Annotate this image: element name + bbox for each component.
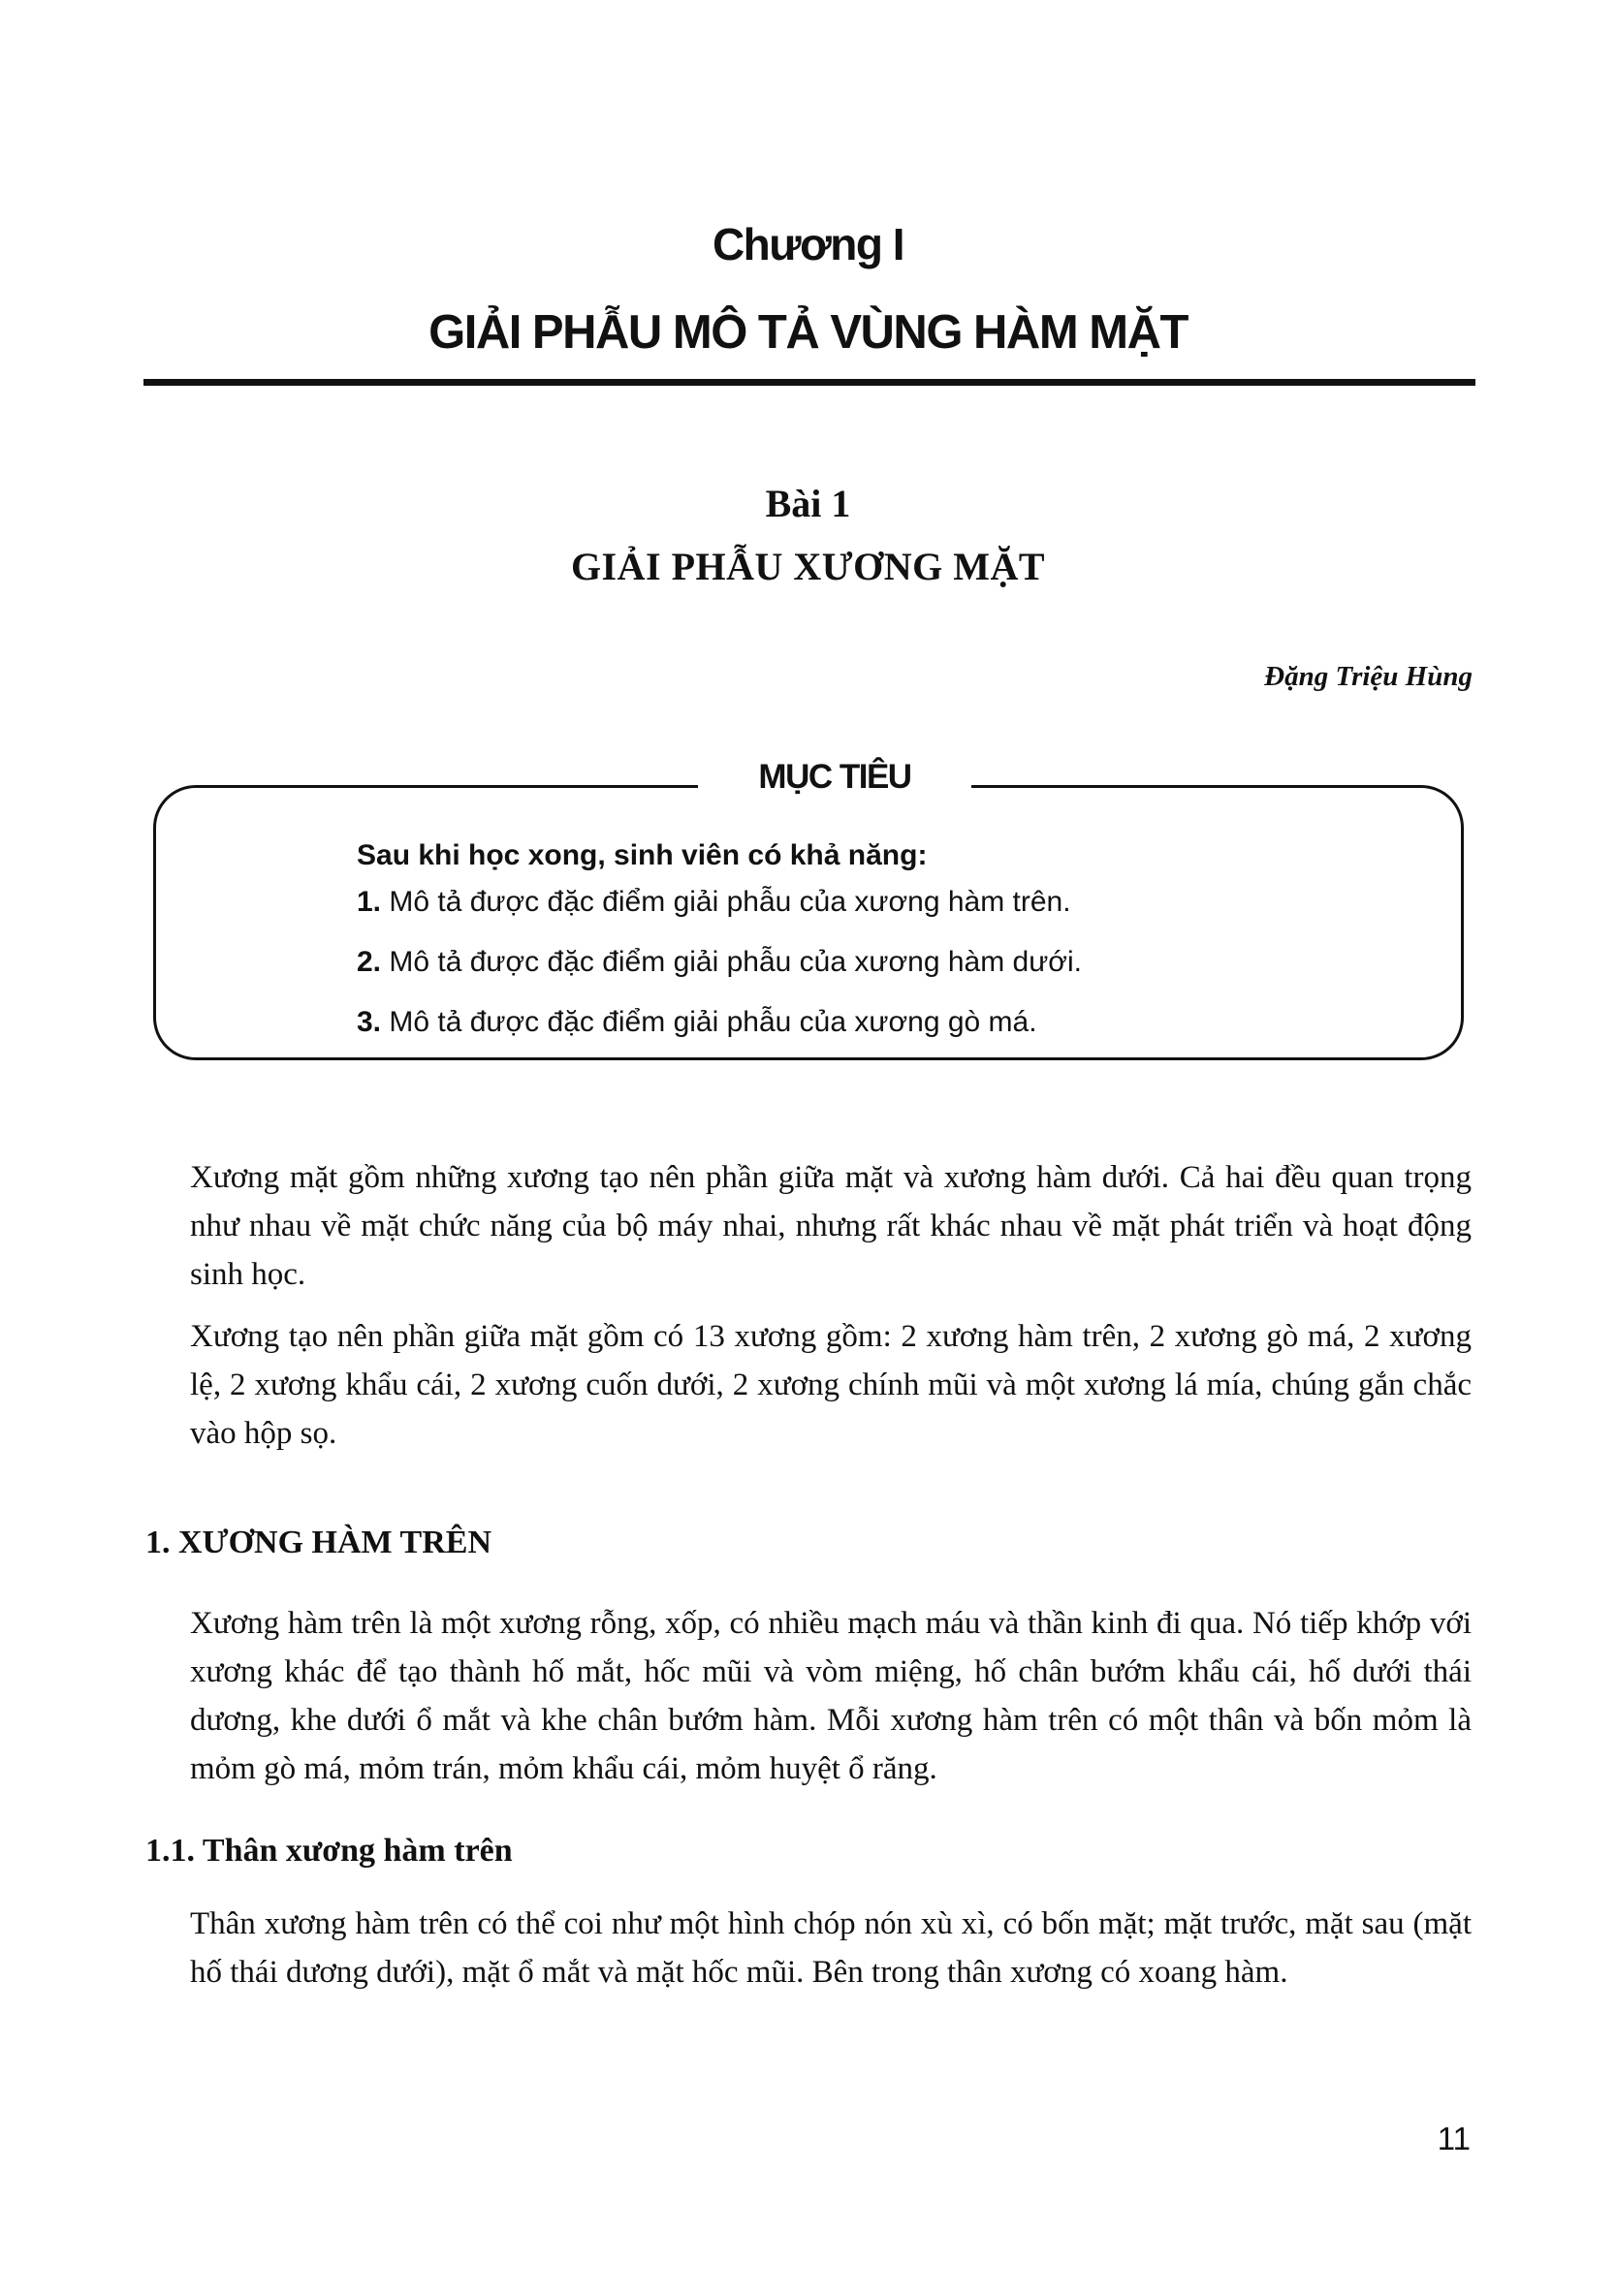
objectives-heading: MỤC TIÊU bbox=[758, 758, 911, 796]
objective-item bbox=[357, 943, 1423, 999]
objective-item bbox=[357, 1003, 1423, 1059]
objective-text: Mô tả được đặc điểm giải phẫu của xương hàm trên. bbox=[381, 886, 1071, 918]
subsection-heading: 1.1. Thân xương hàm trên bbox=[145, 1833, 513, 1869]
chapter-divider bbox=[143, 379, 1475, 386]
chapter-subtitle: GIẢI PHẪU MÔ TẢ VÙNG HÀM MẶT bbox=[428, 306, 1188, 359]
objective-item bbox=[357, 883, 1423, 939]
objectives-intro: Sau khi học xong, sinh viên có khả năng: bbox=[357, 839, 928, 871]
objective-number: 2. bbox=[357, 946, 382, 978]
objectives-list bbox=[357, 836, 1423, 1059]
page-number: 11 bbox=[1437, 2121, 1471, 2156]
objectives-heading-container bbox=[698, 748, 971, 806]
chapter-title: Chương I bbox=[712, 219, 904, 269]
section-heading: 1. XƯƠNG HÀM TRÊN bbox=[145, 1525, 491, 1560]
lesson-number: Bài 1 bbox=[765, 482, 851, 525]
intro-paragraph: Xương mặt gồm những xương tạo nên phần giữa mặt và xương hàm dưới. Cả hai đều quan trọng như nhau về mặt chức năng của bộ máy nhai, nhưng rất khác nhau về mặt phát triển và hoạt động sinh học. bbox=[190, 1160, 1472, 1292]
objective-text: Mô tả được đặc điểm giải phẫu của xương gò má. bbox=[381, 1006, 1037, 1038]
intro-paragraph: Xương tạo nên phần giữa mặt gồm có 13 xương gồm: 2 xương hàm trên, 2 xương gò má, 2 xương lệ, 2 xương khẩu cái, 2 xương cuốn dưới, 2 xương chính mũi và một xương lá mía, chúng gắn chắc vào hộp sọ. bbox=[190, 1319, 1472, 1451]
section-paragraph: Xương hàm trên là một xương rỗng, xốp, có nhiều mạch máu và thần kinh đi qua. Nó tiếp khớp với xương khác để tạo thành hố mắt, hốc mũi và vòm miệng, hố chân bướm khẩu cái, hố dưới thái dương, khe dưới ổ mắt và khe chân bướm hàm. Mỗi xương hàm trên có một thân và bốn mỏm là mỏm gò má, mỏm trán, mỏm khẩu cái, mỏm huyệt ổ răng. bbox=[190, 1606, 1472, 1786]
author-name: Đặng Triệu Hùng bbox=[1264, 661, 1473, 692]
subsection-paragraph: Thân xương hàm trên có thể coi như một hình chóp nón xù xì, có bốn mặt; mặt trước, mặt sau (mặt hố thái dương dưới), mặt ổ mắt và mặt hốc mũi. Bên trong thân xương có xoang hàm. bbox=[190, 1906, 1472, 1990]
objective-text: Mô tả được đặc điểm giải phẫu của xương hàm dưới. bbox=[381, 946, 1082, 978]
objective-number: 1. bbox=[357, 886, 382, 918]
objective-number: 3. bbox=[357, 1006, 382, 1038]
lesson-title: GIẢI PHẪU XƯƠNG MẶT bbox=[570, 545, 1046, 588]
